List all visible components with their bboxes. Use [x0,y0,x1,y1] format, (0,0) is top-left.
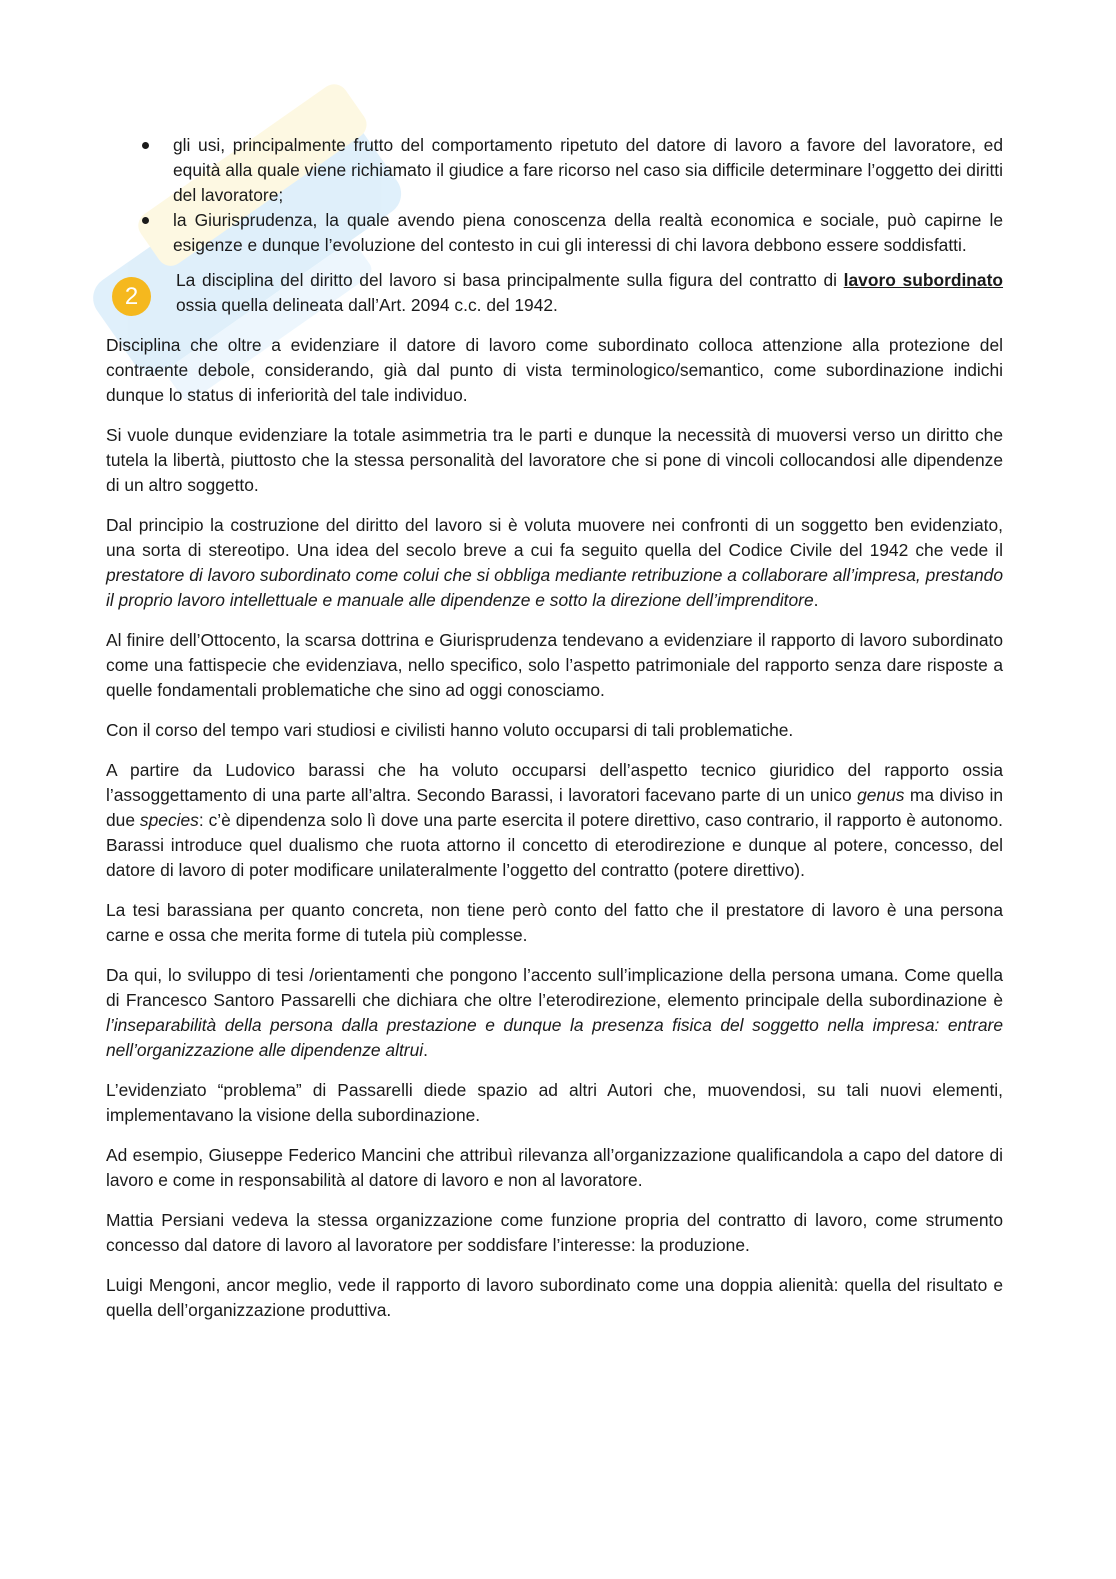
paragraph: L’evidenziato “problema” di Passarelli diede spazio ad altri Autori che, muovendosi, su tali nuovi elementi, implementavano la visione della subordinazione. [106,1080,1003,1125]
document-page [106,133,1003,1338]
quoted-definition: l’inseparabilità della persona dalla prestazione e dunque la presenza fisica del soggetto nella impresa: entrare nell’organizzazione alle dipendenze altrui [106,1015,1003,1060]
highlighted-term: lavoro subordinato [843,270,1004,290]
paragraph: A partire da Ludovico barassi che ha voluto occuparsi dell’aspetto tecnico giuridico del rapporto ossia l’assoggettamento di una parte all’altra. Secondo Barassi, i lavoratori facevano parte di un unico genus ma diviso in due species: c’è dipendenza solo lì dove una parte esercita il potere direttivo, caso contrario, il rapporto è autonomo. Barassi introduce quel dualismo che ruota attorno il concetto di eterodirezione e dunque al potere, concesso, del datore di lavoro di poter modificare unilateralmente l’oggetto del contratto (potere direttivo). [106,760,1003,880]
list-item: la Giurisprudenza, la quale avendo piena conoscenza della realtà economica e sociale, può capirne le esigenze e dunque l’evoluzione del contesto in cui gli interessi di chi lavora debbono essere soddisfatti. [106,208,1003,258]
list-item: gli usi, principalmente frutto del comportamento ripetuto del datore di lavoro a favore del lavoratore, ed equità alla quale viene richiamato il giudice a fare ricorso nel caso sia difficile determinare l’oggetto dei diritti del lavoratore; [106,133,1003,208]
paragraph: Dal principio la costruzione del diritto del lavoro si è voluta muovere nei confronti di un soggetto ben evidenziato, una sorta di stereotipo. Una idea del secolo breve a cui fa seguito quella del Codice Civile del 1942 che vede il prestatore di lavoro subordinato come colui che si obbliga mediante retribuzione a collaborare all’impresa, prestando il proprio lavoro intellettuale e manuale alle dipendenze e sotto la direzione dell’imprenditore. [106,515,1003,610]
paragraph: Disciplina che oltre a evidenziare il datore di lavoro come subordinato colloca attenzione alla protezione del contraente debole, considerando, già dal punto di vista terminologico/semantico, come subordinazione indichi dunque lo status di inferiorità del tale individuo. [106,335,1003,405]
paragraph: Luigi Mengoni, ancor meglio, vede il rapporto di lavoro subordinato come una doppia alienità: quella del risultato e quella dell’organizzazione produttiva. [106,1275,1003,1320]
bullet-icon [142,142,149,149]
paragraph: Mattia Persiani vedeva la stessa organizzazione come funzione propria del contratto di lavoro, come strumento concesso dal datore di lavoro al lavoratore per soddisfare l’interesse: la produzione. [106,1210,1003,1255]
paragraph: Ad esempio, Giuseppe Federico Mancini che attribuì rilevanza all’organizzazione qualificandola a capo del datore di lavoro e come in responsabilità al datore di lavoro e non al lavoratore. [106,1145,1003,1190]
bullet-list [106,133,1003,258]
callout-text: La disciplina del diritto del lavoro si basa principalmente sulla figura del contratto di lavoro subordinato ossia quella delineata dall’Art. 2094 c.c. del 1942. [176,270,1004,315]
paragraph: Con il corso del tempo vari studiosi e civilisti hanno voluto occuparsi di tali problematiche. [106,720,794,740]
number-badge-icon: 2 [112,277,151,316]
paragraph: La tesi barassiana per quanto concreta, non tiene però conto del fatto che il prestatore di lavoro è una persona carne e ossa che merita forme di tutela più complesse. [106,900,1003,945]
paragraph: Da qui, lo sviluppo di tesi /orientamenti che pongono l’accento sull’implicazione della persona umana. Come quella di Francesco Santoro Passarelli che dichiara che oltre l’eterodirezione, elemento principale della subordinazione è l’inseparabilità della persona dalla prestazione e dunque la presenza fisica del soggetto nella impresa: entrare nell’organizzazione alle dipendenze altrui. [106,965,1003,1060]
paragraph: Si vuole dunque evidenziare la totale asimmetria tra le parti e dunque la necessità di muoversi verso un diritto che tutela la libertà, piuttosto che la stessa personalità del lavoratore che si pone di vincoli collocandosi alle dipendenze di un altro soggetto. [106,425,1003,495]
paragraph: Al finire dell’Ottocento, la scarsa dottrina e Giurisprudenza tendevano a evidenziare il rapporto di lavoro subordinato come una fattispecie che evidenziava, nello specifico, solo l’aspetto patrimoniale del rapporto senza dare risposte a quelle fondamentali problematiche che sino ad oggi conosciamo. [106,630,1003,700]
quoted-definition: prestatore di lavoro subordinato come colui che si obbliga mediante retribuzione a collaborare all’impresa, prestando il proprio lavoro intellettuale e manuale alle dipendenze e sotto la direzione dell’imprenditore [106,565,1003,610]
numbered-callout [106,268,1003,318]
bullet-icon [142,217,149,224]
